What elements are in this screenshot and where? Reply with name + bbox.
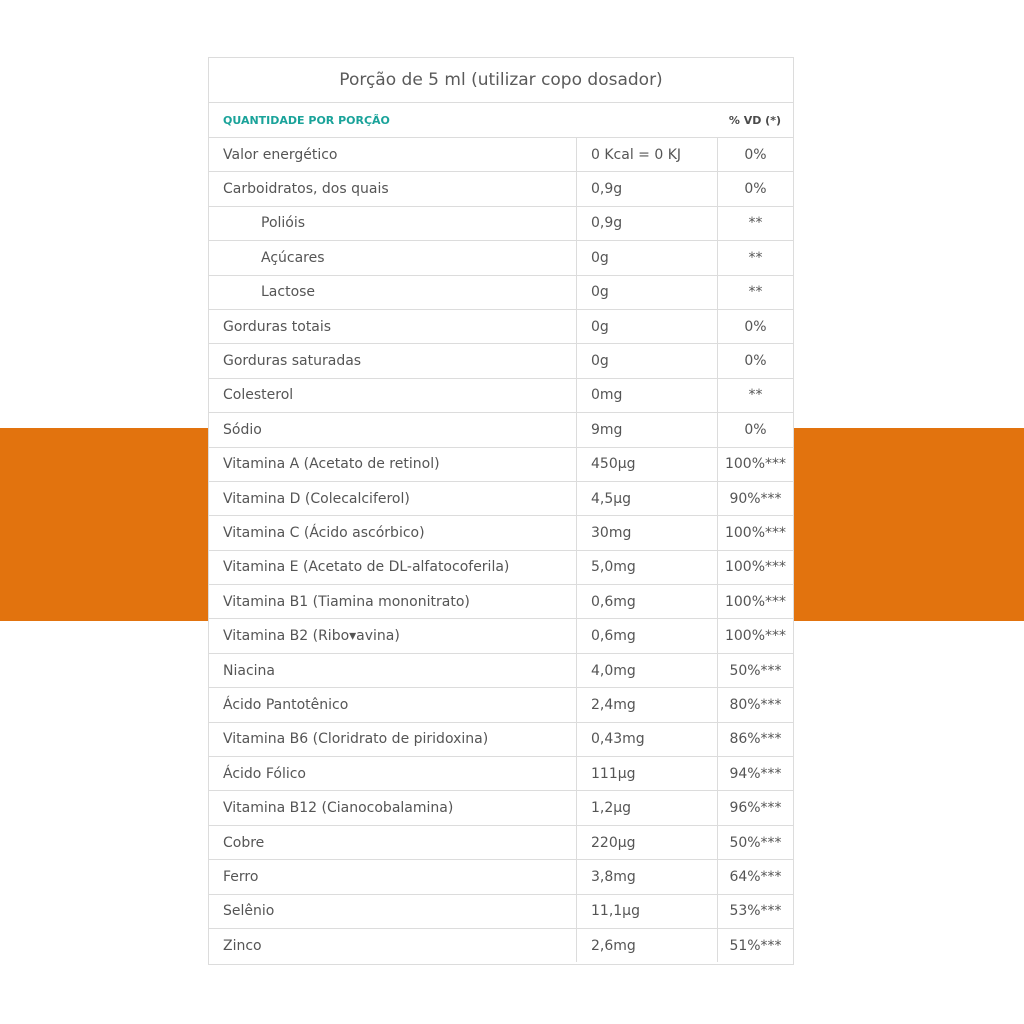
nutrient-name: Ácido Fólico [209,757,577,791]
nutrient-daily-value: 80%*** [718,688,794,722]
nutrient-quantity: 0g [577,275,718,309]
table-row [209,585,793,619]
nutrient-name: Açúcares [209,241,577,275]
nutrient-daily-value: 51%*** [729,937,782,954]
nutrient-daily-value: ** [718,206,794,240]
nutrient-quantity: 0,9g [577,172,718,206]
nutrient-name: Vitamina A (Acetato de retinol) [209,447,577,481]
nutrient-quantity: 11,1µg [577,894,718,928]
table-row [209,894,793,928]
table-row [209,241,793,275]
table-row [209,928,793,962]
nutrient-quantity: 30mg [577,516,718,550]
nutrient-daily-value: 0% [718,344,794,378]
nutrient-daily-value: 64%*** [718,860,794,894]
nutrient-name: Vitamina B2 (Ribo▾avina) [209,619,577,653]
nutrient-name: Cobre [209,825,577,859]
nutrient-quantity: 4,0mg [577,653,718,687]
table-row [209,447,793,481]
nutrient-daily-value: 50%*** [718,653,794,687]
nutrient-daily-value: 50%*** [718,825,794,859]
table-row [209,619,793,653]
nutrient-name: Vitamina E (Acetato de DL-alfatocoferila) [209,550,577,584]
nutrient-name: Selênio [209,894,577,928]
header-vd-label: % VD (*) [728,113,781,127]
table-row [209,275,793,309]
table-row [209,791,793,825]
nutrient-daily-value: 0% [718,172,794,206]
nutrient-name: Vitamina B12 (Cianocobalamina) [209,791,577,825]
nutrient-name: Colesterol [209,378,577,412]
nutrient-name: Ácido Pantotênico [209,688,577,722]
table-title: Porção de 5 ml (utilizar copo dosador) [209,58,793,103]
nutrient-name: Sódio [209,413,577,447]
nutrient-name: Lactose [209,275,577,309]
nutrition-table [208,57,794,965]
nutrient-name: Zinco [209,928,577,962]
table-row [209,138,793,172]
nutrient-name: Gorduras totais [209,309,577,343]
table-row [209,172,793,206]
nutrient-quantity: 0 Kcal = 0 KJ [577,138,718,172]
nutrient-quantity: 2,6mg [577,928,718,962]
nutrient-quantity: 4,5µg [577,481,718,515]
nutrient-name: Polióis [209,206,577,240]
nutrient-quantity: 450µg [577,447,718,481]
nutrient-quantity: 0,43mg [577,722,718,756]
nutrient-name: Vitamina C (Ácido ascórbico) [209,516,577,550]
nutrient-quantity: 0,6mg [577,585,718,619]
nutrient-daily-value: 86%*** [718,722,794,756]
nutrient-quantity: 1,2µg [577,791,718,825]
nutrient-name: Vitamina D (Colecalciferol) [209,481,577,515]
nutrient-daily-value: 0% [718,138,794,172]
nutrient-quantity: 9mg [577,413,718,447]
table-row [209,722,793,756]
nutrient-name: Vitamina B1 (Tiamina mononitrato) [209,585,577,619]
nutrient-daily-value: 0% [718,413,794,447]
nutrient-daily-value: ** [718,275,794,309]
table-row [209,688,793,722]
table-row [209,516,793,550]
nutrient-daily-value: 0% [718,309,794,343]
nutrient-daily-value: 100%*** [718,619,794,653]
table-row [209,550,793,584]
nutrient-name: Gorduras saturadas [209,344,577,378]
nutrient-quantity: 3,8mg [577,860,718,894]
nutrient-name: Ferro [209,860,577,894]
table-row [209,309,793,343]
table-row [209,206,793,240]
table-row [209,653,793,687]
table-row [209,413,793,447]
table-row [209,860,793,894]
table-row [209,757,793,791]
nutrient-daily-value: 96%*** [718,791,794,825]
table-row [209,481,793,515]
nutrient-quantity: 0,9g [577,206,718,240]
nutrient-quantity: 0,6mg [577,619,718,653]
nutrient-quantity: 2,4mg [577,688,718,722]
table-row [209,344,793,378]
nutrient-name: Vitamina B6 (Cloridrato de piridoxina) [209,722,577,756]
nutrient-daily-value: 100%*** [718,585,794,619]
table-row [209,825,793,859]
nutrient-name: Carboidratos, dos quais [209,172,577,206]
nutrient-quantity: 5,0mg [577,550,718,584]
nutrient-daily-value: 53%*** [718,894,794,928]
nutrient-quantity: 111µg [577,757,718,791]
nutrient-name: Niacina [209,653,577,687]
nutrient-daily-value: 100%*** [718,516,794,550]
nutrient-quantity: 0g [577,241,718,275]
nutrient-daily-value: 100%*** [718,550,794,584]
nutrient-daily-value: 94%*** [718,757,794,791]
nutrient-daily-value: ** [718,378,794,412]
nutrient-quantity: 220µg [577,825,718,859]
nutrient-name: Valor energético [209,138,577,172]
nutrient-rows [209,138,793,962]
nutrient-quantity: 0g [577,309,718,343]
nutrient-quantity: 0g [577,344,718,378]
nutrient-daily-value: 90%*** [718,481,794,515]
table-row [209,378,793,412]
table-header-row [209,103,793,138]
header-quantity-label: QUANTIDADE POR PORÇÃO [223,113,390,127]
nutrient-daily-value: ** [718,241,794,275]
nutrient-daily-value: 100%*** [718,447,794,481]
nutrient-quantity: 0mg [577,378,718,412]
